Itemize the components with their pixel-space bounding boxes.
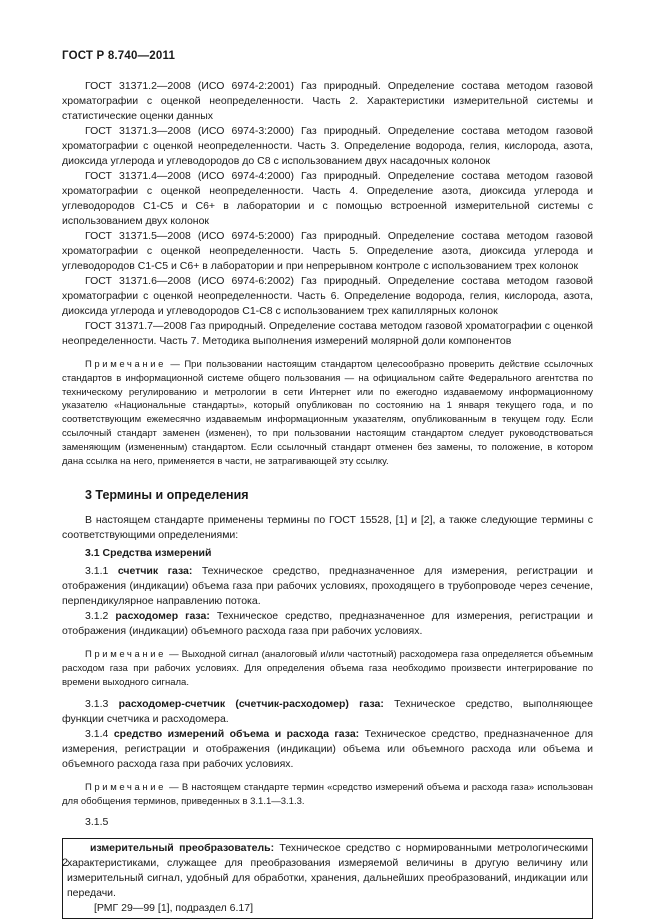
subsection-title: 3.1 Средства измерений	[85, 547, 212, 560]
doc-header: ГОСТ Р 8.740—2011	[62, 50, 176, 62]
term-number: 3.1.1	[85, 565, 109, 578]
term-definition: Техническое средство, выполняющее функции счетчика и расходомера.	[62, 697, 593, 725]
term-source-ref: [РМГ 29—99 [1], подраздел 6.17]	[94, 902, 254, 915]
section-intro: В настоящем стандарте применены термины по ГОСТ 15528, [1] и [2], а также следующие термины с соответствующими определениями:	[62, 514, 593, 542]
note-label: Примечание	[85, 781, 166, 793]
term-number-3-1-5: 3.1.5	[85, 816, 109, 829]
term-3-1-5	[67, 841, 588, 901]
term-definition: Техническое средство, предназначенное для измерения, регистрации и отображения (индикации) объема или объемного расхода или объема и объемного расхода газа при рабочих условиях.	[62, 727, 593, 770]
note-generic-term	[62, 781, 593, 809]
term-definition: Техническое средство с нормированными метрологическими характеристиками, служащее для преобразования измеряемой величины в другую величину или измерительный сигнал, удобный для обработки, хранения, дальнейших преобразований, индикации или передачи.	[67, 842, 588, 900]
term-number: 3.1.2	[85, 610, 109, 623]
reference-item: ГОСТ 31371.3—2008 (ИСО 6974-3:2000) Газ природный. Определение состава методом газовой хроматографии с оценкой неопределенности. Часть 3. Определение водорода, гелия, кислорода, азота, диоксида углерода и углеводородов до C8 с использованием двух насадочных колонок	[62, 125, 593, 167]
note-label: Примечание	[85, 649, 166, 661]
term-number: 3.1.3	[85, 697, 109, 710]
term-number: 3.1.4	[85, 727, 109, 740]
page-number: 2	[62, 857, 69, 869]
reference-item: ГОСТ 31371.2—2008 (ИСО 6974-2:2001) Газ природный. Определение состава методом газовой хроматографии с оценкой неопределенности. Часть 2. Характеристики измерительной системы и статистические оценки данных	[62, 80, 593, 122]
term-name: измерительный преобразователь:	[90, 842, 275, 855]
reference-item: ГОСТ 31371.6—2008 (ИСО 6974-6:2002) Газ природный. Определение состава методом газовой хроматографии с оценкой неопределенности. Часть 6. Определение водорода, гелия, кислорода, азота, диоксида углерода и углеводородов C1-C8 с использованием трех капиллярных колонок	[62, 275, 593, 317]
note-text: — При пользовании настоящим стандартом целесообразно проверить действие ссылочных стандартов в информационной системе общего пользования — на официальном сайте Федерального агентства по техническому регулированию и метрологии в сети Интернет или по ежегодно издаваемому информационному указателю «Национальные стандарты», который опубликован по состоянию на 1 января текущего года, и по соответствующим ежемесячно издаваемым информационным указателям, опубликованным в текущем году. Если ссылочный стандарт заменен (изменен), то при пользовании настоящим стандартом следует руководствоваться заменяющим (измененным) стандартом. Если ссылочный стандарт отменен без замены, то положение, в котором дана ссылка на него, применяется в части, не затрагивающей эту ссылку.	[62, 359, 593, 467]
term-3-1-3	[62, 697, 593, 727]
reference-item: ГОСТ 31371.4—2008 (ИСО 6974-4:2000) Газ природный. Определение состава методом газовой хроматографии с оценкой неопределенности. Часть 4. Определение азота, диоксида углерода и углеводородов C1-C5 и C6+ в лаборатории и с помощью встроенной измерительной системы с использованием двух колонок	[62, 170, 593, 227]
term-name: средство измерений объема и расхода газа:	[113, 727, 360, 740]
term-definition: Техническое средство, предназначенное для измерения, регистрации и отображения (индикации) объема газа при рабочих условиях, проходящего в трубопроводе через сечение, перпендикулярное направлению потока.	[62, 565, 593, 608]
note-label: Примечание	[85, 359, 166, 370]
reference-item: ГОСТ 31371.7—2008 Газ природный. Определение состава методом газовой хроматографии с оценкой неопределенности. Часть 7. Методика выполнения измерений молярной доли компонентов	[62, 320, 593, 347]
term-name: расходомер-счетчик (счетчик-расходомер) газа:	[118, 697, 384, 710]
term-name: расходомер газа:	[115, 610, 210, 623]
term-3-1-1	[62, 564, 593, 609]
term-3-1-4	[62, 727, 593, 772]
section-title: 3 Термины и определения	[85, 488, 249, 503]
note-text: — Выходной сигнал (аналоговый и/или частотный) расходомера газа определяется объемным расходом газа при рабочих условиях. Для определения объема газа необходимо произвести интегрирование по времени выходного сигнала.	[62, 649, 594, 688]
note-references	[62, 358, 593, 468]
term-box-3-1-5	[62, 838, 593, 919]
page-content	[62, 79, 593, 919]
term-name: счетчик газа:	[117, 565, 193, 578]
note-text: — В настоящем стандарте термин «средство измерений объема и расхода газа» использован для обобщения терминов, приведенных в 3.1.1—3.1.3.	[62, 781, 593, 807]
reference-item: ГОСТ 31371.5—2008 (ИСО 6974-5:2000) Газ природный. Определение состава методом газовой хроматографии с оценкой неопределенности. Часть 5. Определение азота, диоксида углерода и углеводородов C1-C5 и C6+ в лаборатории и при непрерывном контроле с использованием трех колонок	[62, 230, 593, 272]
term-3-1-2	[62, 609, 593, 639]
term-definition: Техническое средство, предназначенное для измерения, регистрации и отображения (индикации) объемного расхода газа при рабочих условиях.	[62, 610, 594, 638]
note-flowmeter	[62, 648, 593, 689]
